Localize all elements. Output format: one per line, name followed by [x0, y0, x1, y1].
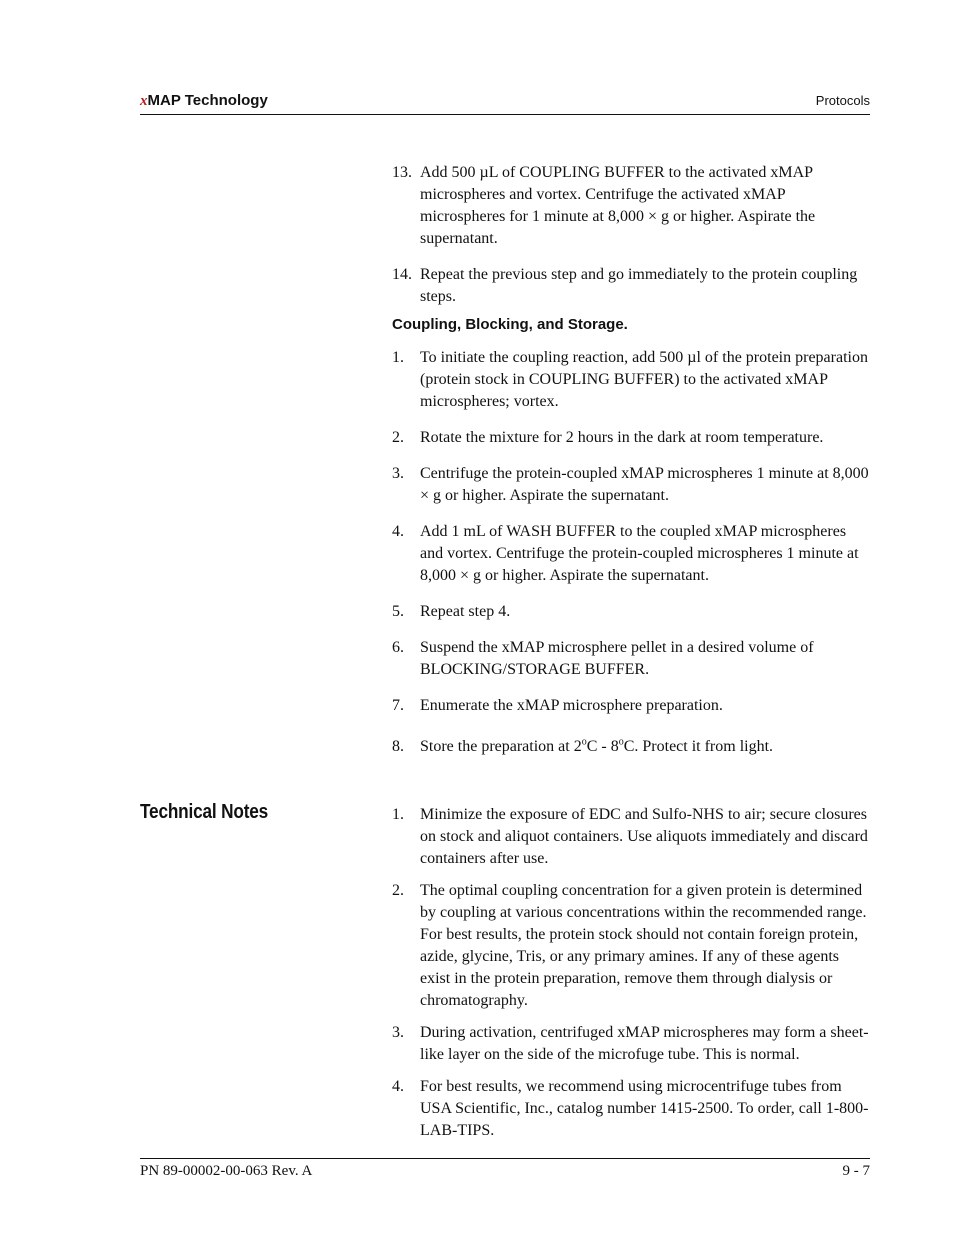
- step-number: 5.: [392, 603, 404, 620]
- page-footer: [140, 1158, 870, 1179]
- step-text: Repeat the previous step and go immediately to the protein coupling steps.: [420, 266, 858, 305]
- step-text: Add 1 mL of WASH BUFFER to the coupled xMAP microspheres and vortex. Centrifuge the protein-coupled microspheres 1 minute at 8,000 × g or higher. Aspirate the supernatant.: [420, 523, 859, 584]
- step-number: 2.: [392, 429, 404, 446]
- note-item: [392, 1022, 870, 1066]
- note-text: Minimize the exposure of EDC and Sulfo-NHS to air; secure closures on stock and aliquot containers. Use aliquots immediately and discard containers after use.: [420, 806, 868, 867]
- step-text: Rotate the mixture for 2 hours in the dark at room temperature.: [420, 429, 824, 446]
- note-item: [392, 804, 870, 870]
- step-text: To initiate the coupling reaction, add 500 µl of the protein preparation (protein stock in COUPLING BUFFER) to the activated xMAP microspheres; vortex.: [420, 349, 868, 410]
- storage-text-3: C. Protect it from light.: [623, 738, 774, 755]
- part-number: PN 89-00002-00-063 Rev. A: [140, 1163, 313, 1179]
- page-header: [140, 90, 870, 115]
- step-text: Suspend the xMAP microsphere pellet in a desired volume of BLOCKING/STORAGE BUFFER.: [420, 639, 814, 678]
- step-number: 4.: [392, 523, 404, 540]
- storage-text-2: C - 8: [586, 738, 619, 755]
- step-item: [392, 736, 870, 758]
- step-item: [392, 347, 870, 413]
- technical-notes-heading: Technical Notes: [140, 801, 269, 823]
- step-item: [392, 463, 870, 507]
- section-name: Protocols: [815, 93, 870, 108]
- step-number: 6.: [392, 639, 404, 656]
- step-number: 14.: [392, 266, 412, 283]
- step-item: [392, 427, 870, 449]
- step-number: 1.: [392, 349, 404, 366]
- brand-x: x: [140, 93, 148, 109]
- protocol-content: [392, 162, 870, 772]
- step-item: [392, 264, 870, 308]
- step-text: Add 500 µL of COUPLING BUFFER to the activated xMAP microspheres and vortex. Centrifuge the activated xMAP microspheres for 1 minute at 8,000 × g or higher. Aspirate the supernatant.: [420, 164, 816, 247]
- step-item: [392, 637, 870, 681]
- step-number: 7.: [392, 697, 404, 714]
- storage-text-1: Store the preparation at 2: [420, 738, 582, 755]
- step-text: [420, 736, 870, 758]
- step-number: 3.: [392, 465, 404, 482]
- step-item: [392, 601, 870, 623]
- note-text: During activation, centrifuged xMAP microspheres may form a sheet-like layer on the side of the microfuge tube. This is normal.: [420, 1024, 869, 1063]
- note-item: [392, 880, 870, 1012]
- note-text: For best results, we recommend using microcentrifuge tubes from USA Scientific, Inc., catalog number 1415-2500. To order, call 1-800-LAB-TIPS.: [420, 1078, 869, 1139]
- note-number: 2.: [392, 882, 404, 899]
- step-text: Enumerate the xMAP microsphere preparation.: [420, 697, 723, 714]
- step-number: 8.: [392, 738, 404, 755]
- note-number: 4.: [392, 1078, 404, 1095]
- step-item: [392, 162, 870, 250]
- brand-rest: MAP Technology: [147, 92, 268, 109]
- degree-sup: o: [618, 736, 624, 748]
- coupling-heading: Coupling, Blocking, and Storage.: [392, 316, 628, 333]
- step-item: [392, 521, 870, 587]
- step-item: [392, 695, 870, 717]
- note-item: [392, 1076, 870, 1142]
- degree-sup: o: [581, 736, 587, 748]
- page-number: 9 - 7: [842, 1163, 870, 1179]
- note-number: 1.: [392, 806, 404, 823]
- note-text: The optimal coupling concentration for a given protein is determined by coupling at various concentrations within the recommended range. For best results, the protein stock should not contain foreign protein, azide, glycine, Tris, or any primary amines. If any of these agents exist in the protein preparation, remove them through dialysis or chromatography.: [420, 882, 867, 1009]
- step-text: Repeat step 4.: [420, 603, 511, 620]
- step-number: 13.: [392, 164, 412, 181]
- step-text: Centrifuge the protein-coupled xMAP microspheres 1 minute at 8,000 × g or higher. Aspirate the supernatant.: [420, 465, 869, 504]
- note-number: 3.: [392, 1024, 404, 1041]
- brand-title: [140, 92, 268, 110]
- technical-notes: [392, 804, 870, 1152]
